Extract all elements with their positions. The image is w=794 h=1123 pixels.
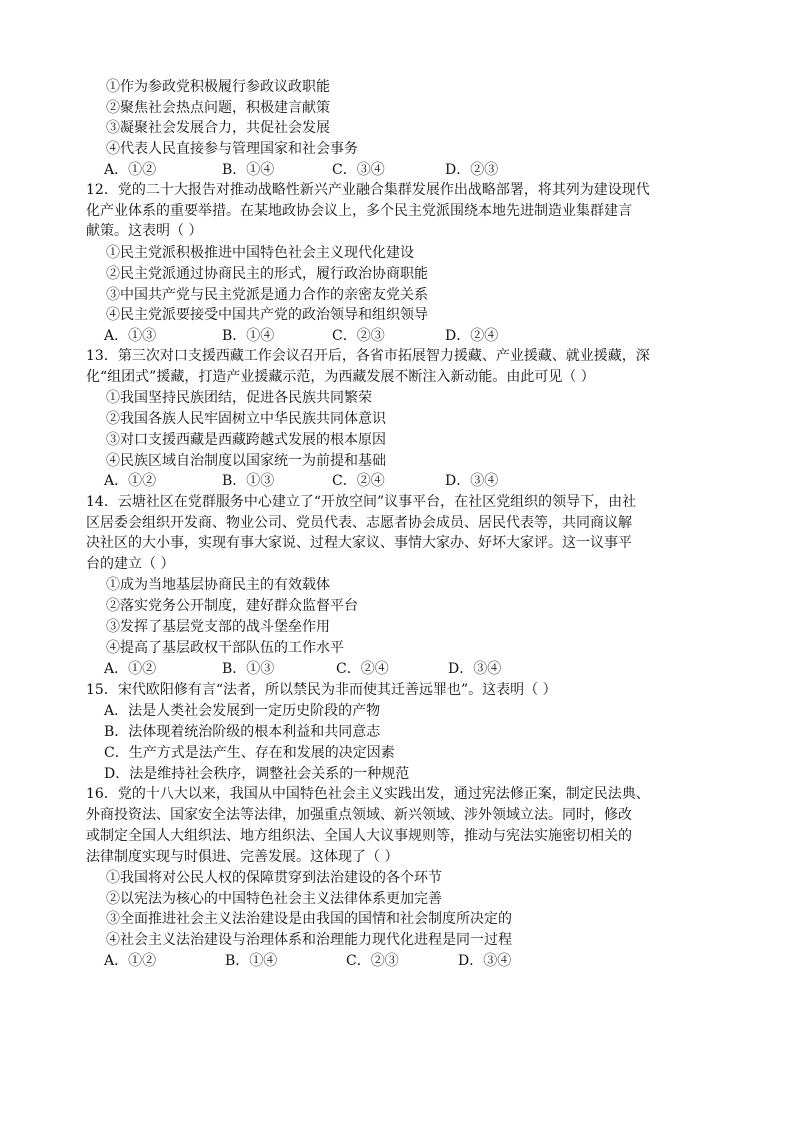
q13-option-4: ④民族区域自治制度以国家统一为前提和基础 [106,453,386,469]
q14-stem-line-2: 区居委会组织开发商、物业公司、党员代表、志愿者协会成员、居民代表等，共同商议解 [86,515,632,531]
q11-answer-a: A．①② [104,162,157,178]
q12-option-2: ②民主党派通过协商民主的形式，履行政治协商职能 [106,266,428,282]
q13-answer-a: A．①② [104,473,157,489]
q13-option-1: ①我国坚持民族团结，促进各民族共同繁荣 [106,390,372,406]
q12-stem-line-2: 化产业体系的重要举措。在某地政协会议上，多个民主党派围绕本地先进制造业集群建言 [86,203,632,219]
q16-option-4: ④社会主义法治建设与治理体系和治理能力现代化进程是同一过程 [106,932,512,948]
q14-stem-line-1: 14．云塘社区在党群服务中心建立了“开放空间”议事平台，在社区党组织的领导下，由社 [86,494,637,510]
q13-option-2: ②我国各族人民牢固树立中华民族共同体意识 [106,411,386,427]
q14-answer-b: B．①③ [222,661,275,677]
q15-option-a: A．法是人类社会发展到一定历史阶段的产物 [104,703,381,719]
q12-answer-c: C．②③ [332,328,385,344]
q16-answer-row [104,951,511,971]
q15-option-b: B．法体现着统治阶级的根本利益和共同意志 [104,724,381,740]
q12-stem-line-1: 12．党的二十大报告对推动战略性新兴产业融合集群发展作出战略部署，将其列为建设现代 [86,182,650,198]
q14-answer-d: D．③④ [448,661,502,677]
q11-option-2: ②聚焦社会热点问题，积极建言献策 [106,100,330,116]
q13-stem-line-1: 13．第三次对口支援西藏工作会议召开后，各省市拓展智力援藏、产业援藏、就业援藏，深 [86,348,650,364]
q13-answer-row [104,471,498,491]
q12-stem-line-3: 献策。这表明（ ） [86,223,203,239]
q14-stem-line-4: 台的建立（ ） [86,556,175,572]
q15-option-c: C．生产方式是法产生、存在和发展的决定因素 [104,745,395,761]
q14-stem-line-3: 决社区的大小事，实现有事大家说、过程大家议、事情大家办、好坏大家评。这一议事平 [86,535,632,551]
q16-stem-line-4: 法律制度实现与时俱进、完善发展。这体现了（ ） [86,849,399,865]
q11-option-3: ③凝聚社会发展合力，共促社会发展 [106,120,330,136]
q16-option-3: ③全面推进社会主义法治建设是由我国的国情和社会制度所决定的 [106,911,512,927]
q14-option-2: ②落实党务公开制度，建好群众监督平台 [106,598,358,614]
q16-answer-c: C．②③ [346,953,399,969]
q14-answer-a: A．①② [104,661,157,677]
q13-option-3: ③对口支援西藏是西藏跨越式发展的根本原因 [106,432,386,448]
q11-answer-c: C．③④ [332,162,385,178]
q13-answer-c: C．②④ [332,473,385,489]
q16-stem-line-1: 16．党的十八大以来，我国从中国特色社会主义实践出发，通过宪法修正案，制定民法典、 [86,786,650,802]
q14-answer-row [104,659,501,679]
q14-option-4: ④提高了基层政权干部队伍的工作水平 [106,640,344,656]
q16-answer-d: D．③④ [458,953,512,969]
q16-option-1: ①我国将对公民人权的保障贯穿到法治建设的各个环节 [106,870,442,886]
q15-option-d: D．法是维持社会秩序，调整社会关系的一种规范 [104,766,410,782]
q15-stem-line-1: 15．宋代欧阳修有言“法者，所以禁民为非而使其迁善远罪也”。这表明（ ） [86,682,557,698]
q14-answer-c: C．②④ [336,661,389,677]
q16-option-2: ②以宪法为核心的中国特色社会主义法律体系更加完善 [106,891,442,907]
q13-answer-b: B．①③ [222,473,275,489]
q11-answer-row [104,160,498,180]
q16-answer-a: A．①② [104,953,157,969]
q16-stem-line-3: 或制定全国人大组织法、地方组织法、全国人大议事规则等，推动与宪法实施密切相关的 [86,828,632,844]
q11-option-1: ①作为参政党积极履行参政议政职能 [106,79,330,95]
q12-answer-b: B．①④ [222,328,275,344]
q12-answer-d: D．②④ [445,328,499,344]
q11-option-4: ④代表人民直接参与管理国家和社会事务 [106,141,358,157]
q12-option-4: ④民主党派要接受中国共产党的政治领导和组织领导 [106,307,428,323]
q12-option-3: ③中国共产党与民主党派是通力合作的亲密友党关系 [106,287,428,303]
q13-stem-line-2: 化“组团式”援藏，打造产业援藏示范，为西藏发展不断注入新动能。由此可见（ ） [86,369,595,385]
q13-answer-d: D．③④ [445,473,499,489]
q14-option-1: ①成为当地基层协商民主的有效载体 [106,577,330,593]
q16-stem-line-2: 外商投资法、国家安全法等法律，加强重点领域、新兴领域、涉外领域立法。同时，修改 [86,807,632,823]
q12-answer-row [104,326,498,346]
q12-option-1: ①民主党派积极推进中国特色社会主义现代化建设 [106,245,414,261]
q16-answer-b: B．①④ [225,953,278,969]
q11-answer-d: D．②③ [445,162,499,178]
q11-answer-b: B．①④ [222,162,275,178]
q14-option-3: ③发挥了基层党支部的战斗堡垒作用 [106,619,330,635]
q12-answer-a: A．①③ [104,328,157,344]
